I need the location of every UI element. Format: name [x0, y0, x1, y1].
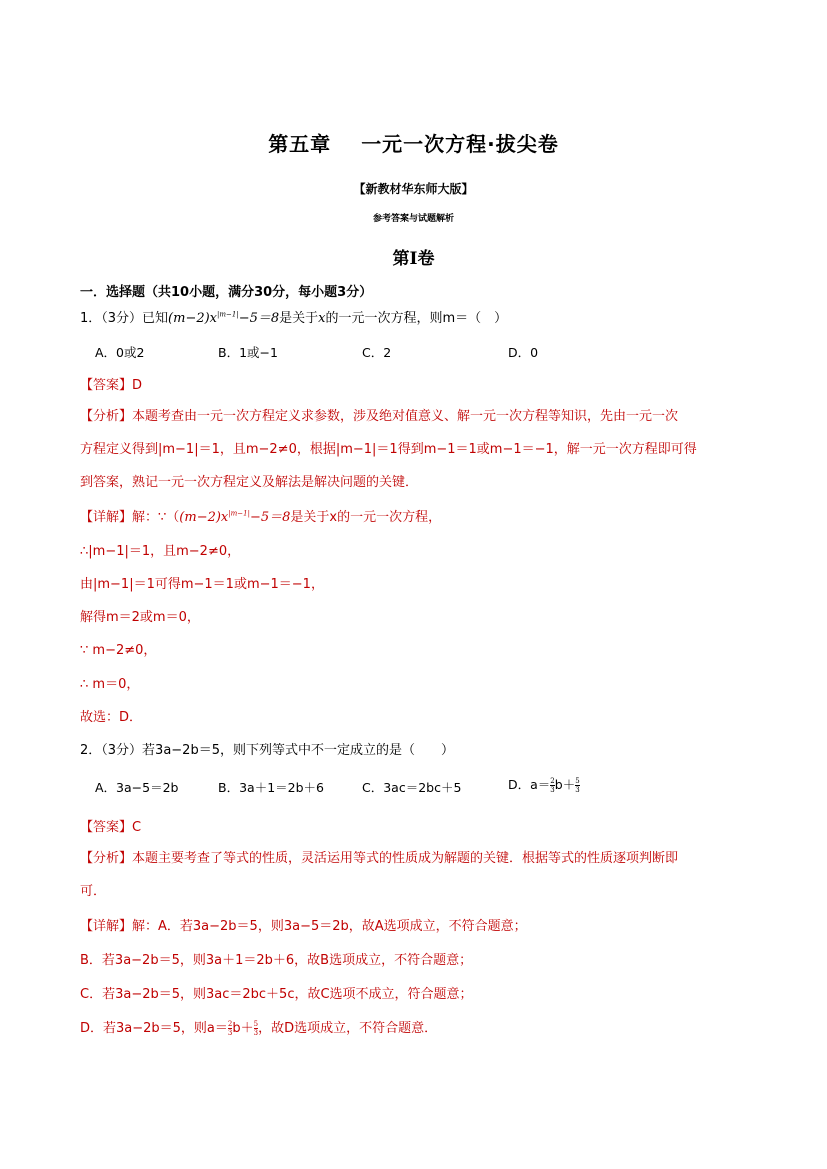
- volume-label: 第I卷: [392, 249, 435, 269]
- fraction: $\frac{5}{3}$: [253, 1020, 259, 1037]
- q1-option-b: B．1或−1: [218, 345, 278, 360]
- q1-detail-line: ∴ m＝0，: [80, 677, 140, 692]
- title-text: 一元一次方程·拔尖卷: [361, 132, 559, 156]
- q1-detail-first: 【详解】解：$\because((m-2)x^{|m-1|}-5=8$是关于x的一元一次方程，: [80, 509, 442, 525]
- fraction: $\frac{2}{3}$: [227, 1020, 233, 1037]
- q1-detail-line: 由|m−1|＝1可得m−1＝1或m−1＝−1，: [80, 577, 324, 592]
- page-title: [0, 128, 827, 157]
- q2-detail-line: B．若3a−2b＝5，则3a＋1＝2b＋6，故B选项成立，不符合题意；: [80, 953, 473, 968]
- q2-option-a: A．3a−5＝2b: [95, 780, 179, 795]
- fraction: $\frac{5}{3}$: [575, 777, 580, 794]
- q2-analysis: 【分析】本题主要考查了等式的性质，灵活运用等式的性质成为解题的关键．根据等式的性质逐项判断即 可．: [80, 851, 679, 899]
- q1-detail-line: ∴|m−1|＝1，且m−2≠0，: [80, 544, 241, 559]
- question-1-stem: 1．（3分）已知$(m-2)x^{|m-1|}-5=8$是关于x的一元一次方程，则m＝（ ）: [80, 310, 508, 326]
- q2-option-d: D．$a=\frac{2}{3}$ $b+\frac{5}{3}$: [508, 777, 580, 794]
- q1-answer: 【答案】D: [80, 378, 143, 393]
- q2-answer: 【答案】C: [80, 820, 142, 835]
- q1-detail-line: 解得m＝2或m＝0，: [80, 610, 200, 625]
- q2-detail-line: C．若3a−2b＝5，则3ac＝2bc＋5c，故C选项不成立，符合题意；: [80, 987, 473, 1002]
- q1-option-a: A．0或2: [95, 345, 145, 360]
- q2-option-b: B．3a＋1＝2b＋6: [218, 780, 324, 795]
- q1-analysis: 【分析】本题考查由一元一次方程定义求参数，涉及绝对值意义、解一元一次方程等知识，先由一元一次 方程定义得到|m−1|＝1，且m−2≠0，根据|m−1|＝1得到m−1＝1或m−1＝−1，解一元一次方程即可得 到答案，熟记一元一次方程定义及解法是解决问题的关键．: [80, 409, 697, 490]
- section-heading: 一．选择题（共10小题，满分30分，每小题3分）: [80, 285, 373, 300]
- edition-label: 【新教材华东师大版】: [353, 182, 474, 196]
- question-2-stem: 2．（3分）若3a−2b＝5，则下列等式中不一定成立的是（ ）: [80, 743, 454, 758]
- q2-option-c: C．3ac＝2bc＋5: [362, 780, 462, 795]
- fraction: $\frac{2}{3}$: [550, 777, 555, 794]
- q1-detail-line: ∵ m−2≠0，: [80, 643, 157, 658]
- q2-detail-first: 【详解】解：A．若3a−2b＝5，则3a−5＝2b，故A选项成立，不符合题意；: [80, 919, 527, 934]
- q1-detail-line: 故选：D．: [80, 710, 143, 725]
- chapter-label: 第五章: [268, 132, 332, 156]
- q2-detail-last: D．若3a−2b＝5，则$a=\frac{2}{3}$ $b+\frac{5}{3}$ ，故D选项成立，不符合题意．: [80, 1020, 438, 1037]
- q1-option-c: C．2: [362, 345, 392, 360]
- subtitle: 参考答案与试题解析: [372, 214, 454, 224]
- q1-option-d: D．0: [508, 345, 539, 360]
